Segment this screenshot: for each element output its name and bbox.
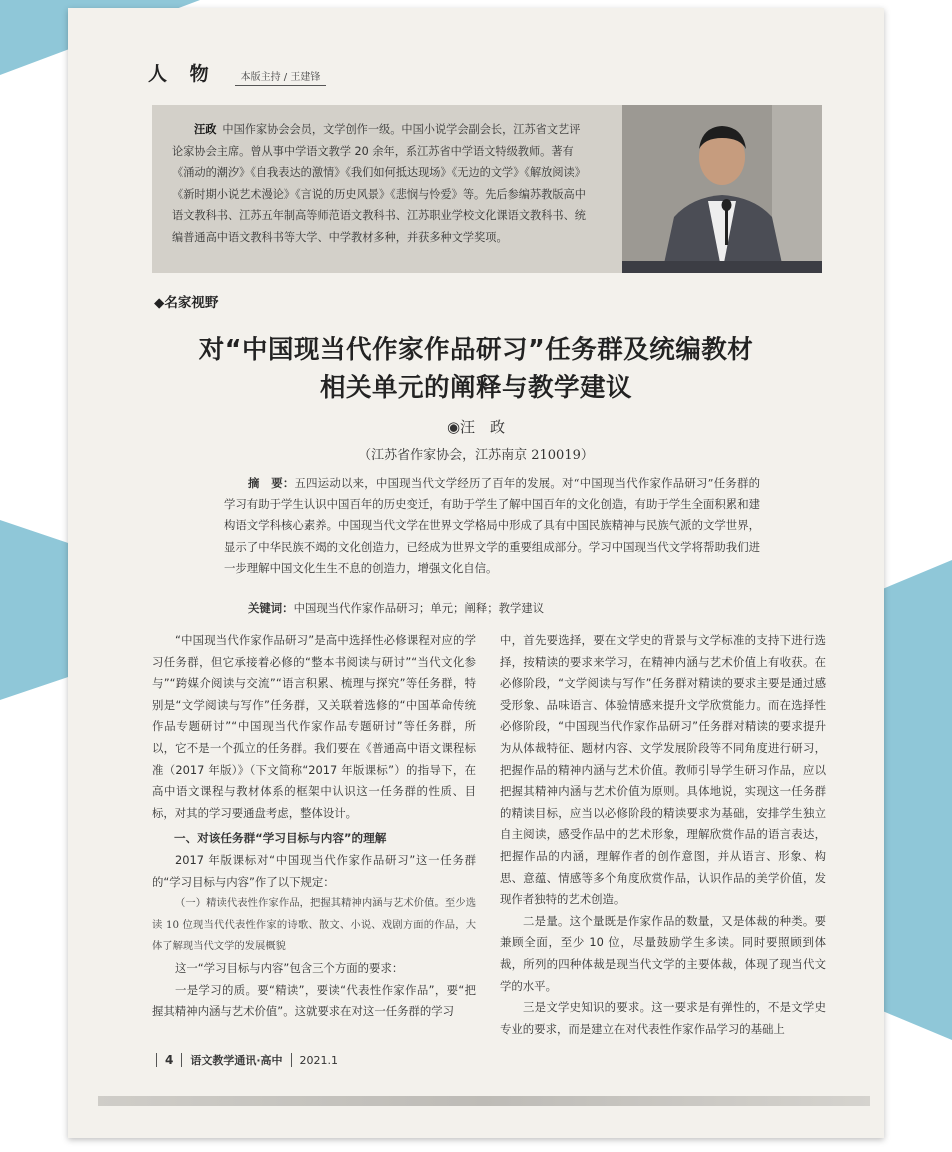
journal-name: 语文教学通讯·高中 (190, 1054, 283, 1067)
left-column (152, 630, 476, 1023)
section-header (148, 58, 326, 86)
author-bio-box (152, 105, 822, 273)
keywords (248, 600, 768, 616)
article-title-line1: 对“中国现当代作家作品研习”任务群及统编教材 (198, 335, 754, 365)
magazine-page (68, 8, 884, 1138)
keywords-label: 关键词： (248, 601, 294, 615)
abstract-label: 摘 要： (248, 476, 295, 490)
column-kicker: ◆名家视野 (154, 295, 219, 311)
left-paragraph-1: “中国现当代作家作品研习”是高中选择性必修课程对应的学习任务群，但它承接着必修的“整本书阅读与研讨”“当代文化参与”“跨媒介阅读与交流”“语言积累、梳理与探究”等任务群，特别是“文学阅读与写作”任务群，又关联着选修的“中国革命传统作品专题研讨”“中国现当代作家作品专题研讨”等任务群，所以，它不是一个孤立的任务群。我们要在《普通高中语文课程标准（2017 年版）》（下文简称“2017 年版课标”）的指导下，在高中语文课程与教材体系的框架中认识这一任务群的性质、目标，对其的学习要通盘考虑，整体设计。 (152, 633, 476, 820)
keywords-text: 中国现当代作家作品研习；单元；阐释；教学建议 (293, 601, 545, 615)
host-label: 本版主持 / 王建锋 (235, 68, 327, 86)
article-title-line2: 相关单元的阐释与教学建议 (319, 373, 632, 403)
right-paragraph-2: 二是量。这个量既是作家作品的数量，又是体裁的种类。要兼顾全面，至少 10 位，尽量鼓励学生多读。同时要照顾到体裁，所列的四种体裁是现当代文学的主要体裁，体现了现当代文学的水平。 (500, 913, 826, 993)
author-photo (622, 105, 822, 273)
left-paragraph-4: 一是学习的质。要“精读”，要读“代表性作家作品”，要“把握其精神内涵与艺术价值”。这就要求在对这一任务群的学习 (152, 982, 476, 1019)
left-paragraph-2: 2017 年版课标对“中国现当代作家作品研习”这一任务群的“学习目标与内容”作了以下规定： (152, 852, 476, 889)
right-paragraph-1: 中，首先要选择，要在文学史的背景与文学标准的支持下进行选择，按精读的要求来学习，在精神内涵与艺术价值上有收获。在必修阶段，“文学阅读与写作”任务群对精读的要求主要是通过感受形象、品味语言、体验情感来提升文学欣赏能力。而在选择性必修阶段，“中国现当代作家作品研习”任务群对精读的要求提升为从体裁特征、题材内容、文学发展阶段等不同角度进行研习，把握作品的精神内涵与艺术价值。教师引导学生研习作品，应以把握其精神内涵与艺术价值为原则。具体地说，实现这一任务群的精读目标，应当以必修阶段的精读要求为基础，安排学生独立自主阅读，感受作品中的艺术形象，理解欣赏作品的语言表达，把握作品的内涵，理解作者的创作意图，并从语言、形象、构思、意蕴、情感等多个角度欣赏作品，认识作品的美学价值，发现作者独特的艺术创造。 (500, 633, 826, 907)
author-bio (172, 119, 588, 248)
footer-divider (291, 1053, 292, 1067)
abstract-text: 五四运动以来，中国现当代文学经历了百年的发展。对“中国现当代作家作品研习”任务群的学习有助于学生认识中国百年的历史变迁，有助于学生了解中国百年的文化创造，有助于学生全面积累和建构语文学科核心素养。中国现当代文学在世界文学格局中形成了具有中国民族精神与民族气派的文学世界，显示了中华民族不竭的文化创造力，已经成为世界文学的重要组成部分。学习中国现当代文学将帮助我们进一步理解中国文化生生不息的创造力，增强文化自信。 (224, 476, 760, 575)
author-affiliation: （江苏省作家协会，江苏南京 210019） (358, 448, 594, 463)
bio-name: 汪政 (194, 123, 217, 136)
issue-date: 2021.1 (299, 1053, 339, 1067)
curriculum-quote: （一）精读代表性作家作品，把握其精神内涵与艺术价值。至少选读 10 位现当代代表性作家的诗歌、散文、小说、戏剧方面的作品，大体了解现当代文学的发展概貌 (152, 897, 476, 953)
abstract (224, 473, 760, 579)
page-bottom-edge (98, 1096, 870, 1106)
right-paragraph-3: 三是文学史知识的要求。这一要求是有弹性的，不是文学史专业的要求，而是建立在对代表性作家作品学习的基础上 (500, 1000, 826, 1036)
footer-divider (181, 1053, 182, 1067)
page-footer (148, 1052, 338, 1068)
left-paragraph-3: 这一“学习目标与内容”包含三个方面的要求： (175, 960, 404, 975)
section-heading-1: 一、对该任务群“学习目标与内容”的理解 (174, 831, 387, 846)
section-tag: 人 物 (148, 63, 217, 85)
page-number: 4 (165, 1053, 174, 1067)
article-author: ◉汪 政 (446, 418, 506, 436)
footer-divider (156, 1053, 157, 1067)
right-column (500, 630, 826, 1040)
bio-text: 中国作家协会会员，文学创作一级。中国小说学会副会长，江苏省文艺评论家协会主席。曾从事中学语文教学 20 余年，系江苏省中学语文特级教师。著有《涌动的潮汐》《自我表达的激情》《我们如何抵达现场》《无边的文学》《解放阅读》《新时期小说艺术漫论》《言说的历史风景》《悲悯与怜爱》等。先后参编苏教版高中语文教科书、江苏五年制高等师范语文教科书、江苏职业学校文化课语文教科书、统编普通高中语文教科书等大学、中学教材多种，并获多种文学奖项。 (172, 123, 586, 244)
